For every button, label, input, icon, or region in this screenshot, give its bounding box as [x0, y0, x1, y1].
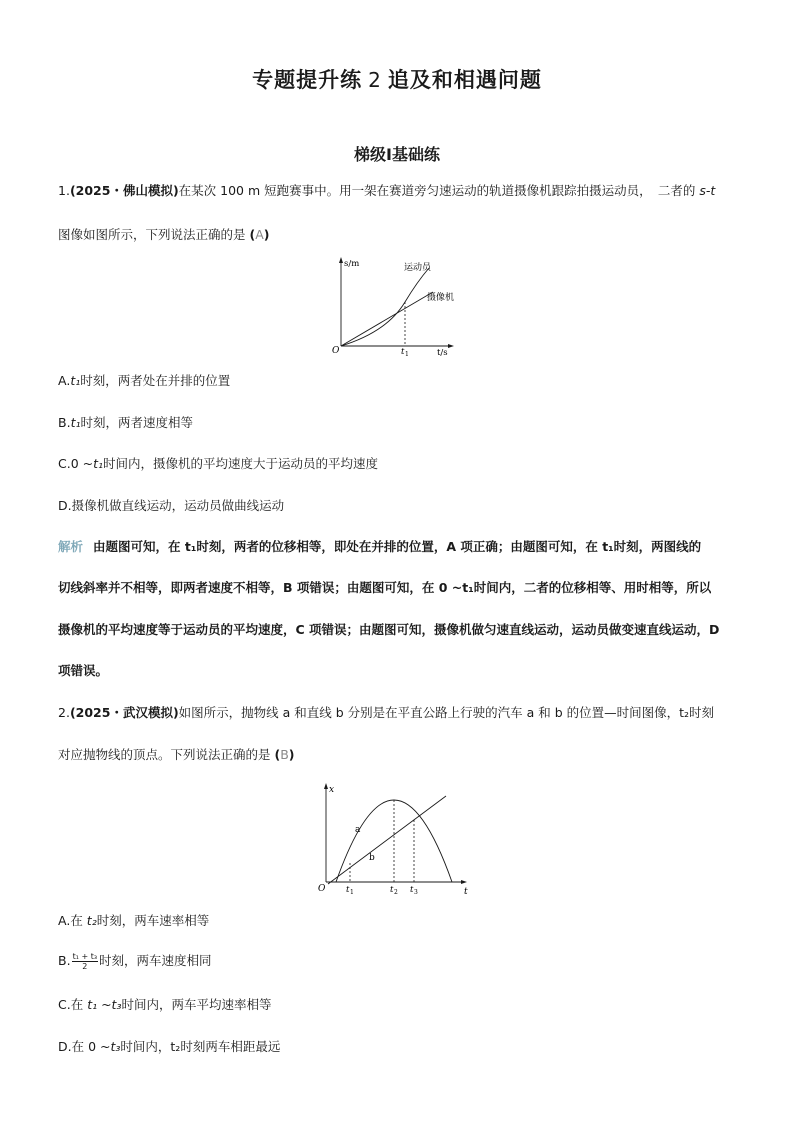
q2-tick-t1: t — [346, 885, 350, 895]
q1-number: 1. — [58, 183, 70, 198]
q2-stem-line1 — [58, 704, 748, 722]
q1-option-c[interactable]: C.0 ~t₁时间内，摄像机的平均速度大于运动员的平均速度 — [58, 456, 379, 471]
q2-answer: B — [280, 747, 289, 762]
q1-option-d[interactable]: D.摄像机做直线运动，运动员做曲线运动 — [58, 498, 285, 513]
q2-xt-graph — [314, 778, 474, 898]
q1-option-b[interactable]: B.t₁时刻，两者速度相等 — [58, 415, 193, 430]
q1-explanation-line2: 切线斜率并不相等，即两者速度不相等，B 项错误；由题图可知，在 0 ~t₁时间内，二者的位移相等、用时相等，所以 — [58, 580, 712, 595]
q1-origin: O — [332, 346, 340, 356]
page-title — [0, 64, 794, 94]
q1-y-arrow — [339, 257, 343, 263]
svg-text:2: 2 — [394, 889, 398, 896]
explanation-label: 解析 — [58, 539, 84, 554]
q2-option-d[interactable]: D.在 0 ~t₃时间内，t₂时刻两车相距最远 — [58, 1039, 281, 1054]
q1-explanation-line1: 解析 由题图可知，在 t₁时刻，两者的位移相等，即处在并排的位置，A 项正确；由题图可知，在 t₁时刻，两图线的 — [58, 539, 702, 554]
q2-number: 2. — [58, 705, 70, 720]
q2-x-label: t — [464, 887, 468, 897]
q2-source: (2025・武汉模拟) — [69, 705, 179, 720]
q1-stem: 在某次 100 m 短跑赛事中。用一架在赛道旁匀速运动的轨道摄像机跟踪拍摄运动员， 二者的 — [178, 183, 696, 198]
q1-answer: A — [255, 227, 264, 242]
q1-camera-label: 摄像机 — [427, 293, 455, 303]
q2-stem-2: 对应抛物线的顶点。下列说法正确的是 — [58, 747, 271, 762]
q2-tick-t3: t — [410, 885, 414, 895]
q1-option-a[interactable]: A.t₁时刻，两者处在并排的位置 — [58, 373, 231, 388]
q1-y-label: s/m — [344, 259, 360, 269]
q1-st-graph — [325, 254, 460, 360]
q1-x-arrow — [448, 344, 454, 348]
q1-stem-2: 图像如图所示，下列说法正确的是 — [58, 227, 246, 242]
q1-var-st: s-t — [699, 183, 716, 198]
svg-text:1: 1 — [350, 889, 354, 896]
q2-stem-line2: 对应抛物线的顶点。下列说法正确的是 (B) — [58, 747, 295, 762]
q2-y-arrow — [324, 783, 328, 789]
q2-stem: 如图所示，抛物线 a 和直线 b 分别是在平直公路上行驶的汽车 a 和 b 的位置—时间图像，t₂时刻 — [178, 705, 715, 720]
q2-origin: O — [318, 884, 326, 894]
q1-camera-line — [341, 292, 433, 346]
q2-curve-label-a: a — [355, 825, 361, 835]
q1-source: (2025・佛山模拟) — [69, 183, 179, 198]
q2-option-a[interactable]: A.在 t₂时刻，两车速率相等 — [58, 913, 210, 928]
q1-stem-line2: 图像如图所示，下列说法正确的是 (A) — [58, 227, 270, 242]
q1-explanation-line3: 摄像机的平均速度等于运动员的平均速度，C 项错误；由题图可知，摄像机做匀速直线运动，运动员做变速直线运动，D — [58, 622, 720, 637]
q1-explanation-line4: 项错误。 — [58, 663, 109, 678]
title-number: 2 — [368, 68, 382, 92]
title-main: 专题提升练 — [252, 68, 363, 92]
q1-runner-label: 运动员 — [404, 263, 432, 273]
q2-option-b[interactable]: B. $\frac{\text{t₁ + t₃}}{2}$ 时刻，两车速度相同 — [58, 952, 212, 971]
q1-runner-curve — [341, 268, 429, 346]
q2-line-b — [328, 796, 446, 884]
q2-line-label-b: b — [369, 853, 375, 863]
title-topic: 追及和相遇问题 — [387, 68, 542, 92]
q1-stem-line1 — [58, 182, 748, 200]
q1-x-label: t/s — [437, 348, 448, 358]
q2-tick-t2: t — [390, 885, 394, 895]
svg-text:3: 3 — [414, 889, 418, 896]
q1-tick-t1-sub: 1 — [405, 351, 409, 358]
section-heading: 梯级Ⅰ基础练 — [354, 145, 440, 164]
q2-y-label: x — [329, 785, 335, 795]
q2-x-arrow — [461, 880, 467, 884]
q2-option-b-fraction: $\frac{\text{t₁ + t₃}}{2}$ — [72, 952, 98, 971]
q2-option-c[interactable]: C.在 t₁ ~t₃时间内，两车平均速率相等 — [58, 997, 272, 1012]
q1-tick-t1: t — [401, 347, 405, 357]
